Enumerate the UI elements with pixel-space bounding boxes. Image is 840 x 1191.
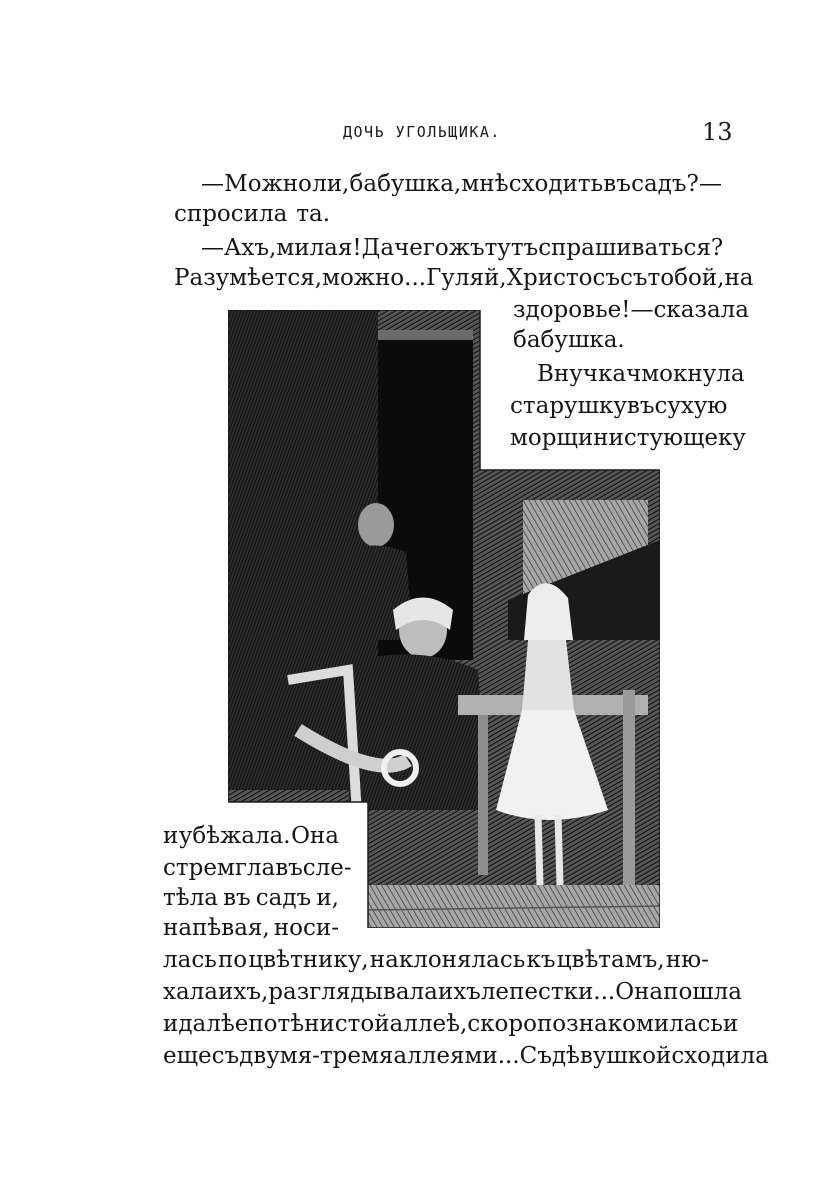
word: Внучка (537, 361, 627, 387)
word: лепестки... (480, 979, 616, 1005)
word: въ (223, 885, 251, 911)
word: садъ? (631, 171, 699, 197)
word: аллеями... (393, 1043, 520, 1069)
word: Разумѣется, (174, 265, 323, 291)
text-line (163, 946, 709, 974)
word: спрашиваться? (538, 235, 724, 261)
text-line (174, 200, 474, 228)
illustration-scene (228, 310, 660, 928)
text-line (201, 234, 722, 262)
word: - (312, 1043, 320, 1069)
word: наклонялась (369, 947, 526, 973)
word: познакомилась (536, 1011, 723, 1037)
word: — (630, 297, 654, 323)
word: жъ (448, 235, 485, 261)
word: лась (163, 947, 217, 973)
word: сказала (653, 297, 750, 323)
word: — (201, 235, 224, 261)
word: ню- (665, 947, 709, 973)
word: тобой, (647, 265, 725, 291)
text-line (174, 264, 754, 292)
word: здоровье! (513, 297, 631, 323)
word: милая! (276, 235, 362, 261)
word: скоро (467, 1011, 537, 1037)
word: сле- (302, 855, 352, 881)
word: Она (615, 979, 664, 1005)
word: та. (296, 201, 331, 227)
word: Съ (519, 1043, 552, 1069)
word: Ахъ, (224, 235, 277, 261)
word: хала (163, 979, 219, 1005)
word: ихъ, (218, 979, 269, 1005)
word: чмокнула (626, 361, 745, 387)
word: тутъ (484, 235, 539, 261)
word: тѣнистой (277, 1011, 390, 1037)
word: садъ (255, 885, 312, 911)
word: спросила (174, 201, 288, 227)
word: Христосъ (506, 265, 621, 291)
word: разглядывала (268, 979, 438, 1005)
word: мнѣ (461, 171, 509, 197)
word: сходила (671, 1043, 769, 1069)
word: съ (620, 265, 648, 291)
word: — (201, 171, 224, 197)
word: еще (163, 1043, 212, 1069)
word: далѣе (178, 1011, 249, 1037)
word: старушку (510, 393, 627, 419)
word: чего (394, 235, 449, 261)
word: въ (603, 171, 631, 197)
word: къ (526, 947, 556, 973)
word: Можно (224, 171, 312, 197)
word: щеку (683, 425, 746, 451)
word: на (724, 265, 754, 291)
word: двумя (239, 1043, 313, 1069)
word: сходить (508, 171, 604, 197)
word: въ (626, 393, 655, 419)
word: напѣвая, (163, 915, 270, 941)
text-line (163, 1042, 769, 1070)
word: цвѣтамъ, (556, 947, 665, 973)
word: бабушка. (513, 327, 625, 353)
word: аллеѣ, (389, 1011, 468, 1037)
word: тремя (319, 1043, 394, 1069)
engraving-illustration (228, 310, 660, 928)
word: сухую (654, 393, 728, 419)
word: по (248, 1011, 278, 1037)
word: Гуляй, (426, 265, 507, 291)
word: ихъ (437, 979, 481, 1005)
word: и (722, 1011, 739, 1037)
word: съ (211, 1043, 240, 1069)
text-line (201, 170, 722, 198)
word: убѣжала. (178, 823, 291, 849)
word: пошла (663, 979, 743, 1005)
word: — (698, 171, 722, 197)
page-number: 13 (702, 118, 733, 146)
word: стремглавъ (163, 855, 303, 881)
word: и (163, 823, 179, 849)
word: и (163, 1011, 179, 1037)
word: морщинистую (510, 425, 683, 451)
text-line (163, 1010, 739, 1038)
word: тѣла (163, 885, 218, 911)
word: ли, (312, 171, 350, 197)
word: Она (291, 823, 339, 849)
word: по (217, 947, 248, 973)
text-line (163, 978, 743, 1006)
word: носи- (273, 915, 339, 941)
word: и, (316, 885, 339, 911)
word: Да (361, 235, 395, 261)
word: дѣвушкой (551, 1043, 672, 1069)
word: можно... (322, 265, 427, 291)
running-title: ДОЧЬ УГОЛЬЩИКА. (343, 123, 501, 141)
word: бабушка, (349, 171, 462, 197)
word: цвѣтнику, (248, 947, 369, 973)
